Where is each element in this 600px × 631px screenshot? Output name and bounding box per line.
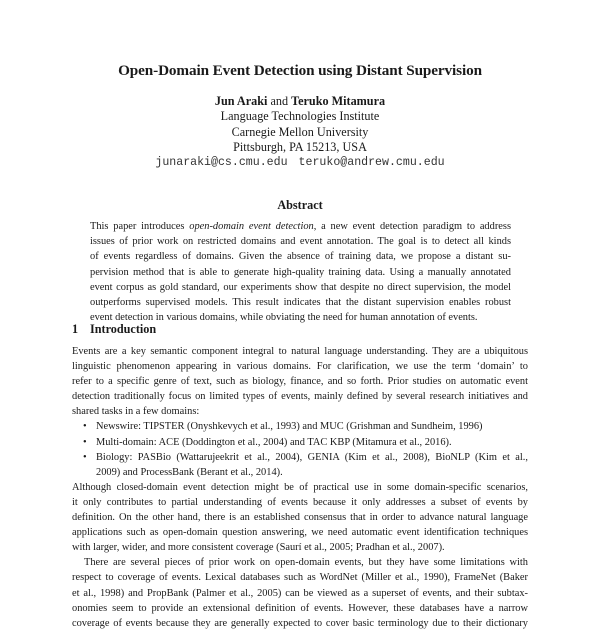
abstract-text: , a new event detection paradigm to address (313, 221, 511, 232)
bullet-item (72, 419, 528, 434)
paper-title: Open-Domain Event Detection using Distant Supervision (118, 62, 482, 79)
paragraph-2 (72, 480, 528, 555)
bullet-icon: • (83, 436, 87, 448)
bullet-list (72, 419, 528, 479)
section-number: 1 (72, 322, 79, 336)
abstract-text: This paper introduces (90, 221, 190, 232)
text-line: Multi-domain: ACE (Doddington et al., 2004) and TAC KBP (Mitamura et al., 2016). (96, 436, 452, 448)
abstract-line: outperforms supervised models. This result indicates that the distant supervision enables robust (90, 297, 511, 309)
bullet-icon: • (83, 451, 87, 463)
text-line: definition. On the other hand, there is an established consensus that in order to advance natural language (72, 512, 528, 524)
text-line: detection traditionally focus on limited types of events, mainly defined by several research initiatives and (72, 391, 528, 403)
affiliation-line: Carnegie Mellon University (231, 124, 369, 139)
section-heading (72, 322, 156, 337)
abstract-emphasis: open-domain event detection (189, 221, 314, 232)
text-line: Biology: PASBio (Wattarujeekrit et al., 2004), GENIA (Kim et al., 2008), BioNLP (Kim et al., (96, 451, 528, 463)
text-line: shared tasks in a few domains: (72, 406, 200, 418)
text-line: coverage of events because they are generally expected to cover basic terminology due to their dictionary (72, 617, 528, 629)
paragraph-1 (72, 344, 528, 419)
affiliation-line: Language Technologies Institute (220, 109, 380, 124)
text-line: respect to coverage of events. Lexical databases such as WordNet (Miller et al., 1990), FrameNet (Baker (72, 572, 528, 584)
bullet-item (72, 450, 528, 480)
email-1: junaraki@cs.cmu.edu (155, 156, 288, 170)
author-names (0, 94, 600, 109)
text-line: linguistic phenomenon appearing in various domains. For clarification, we use the term ‘domain’ to (72, 361, 528, 373)
email-2: teruko@andrew.cmu.edu (298, 156, 445, 170)
text-line: it only contributes to partial understanding of events because it only addresses a subset of events by (72, 496, 528, 508)
text-line: applications such as open-domain question answering, we need automatic event identification techniques (72, 527, 528, 539)
text-line: Events are a key semantic component integral to natural language understanding. They are a ubiquitous (72, 346, 528, 357)
text-line: et al., 1998) and PropBank (Palmer et al., 2005) can be viewed as a superset of events, and their subtax- (72, 587, 528, 599)
bullet-item (72, 435, 528, 450)
text-line: onomies seem to provide an extensional definition of events. However, these databases have a narrow (72, 602, 528, 614)
text-line: Although closed-domain event detection might be of practical use in some domain-specific scenarios, (72, 481, 528, 493)
abstract-heading: Abstract (277, 198, 323, 212)
bullet-icon: • (83, 421, 87, 433)
section-body (72, 344, 528, 631)
author-conjunction: and (270, 94, 289, 108)
author-block (0, 94, 600, 170)
text-line: There are several pieces of prior work on open-domain events, but they have some limitations with (84, 557, 528, 569)
abstract-line: issues of prior work on restricted domains and event annotation. The goal is to detect all kinds (90, 236, 511, 248)
abstract-line: of events regardless of domains. Given the absence of training data, we propose a distant su- (90, 251, 511, 263)
author-1: Jun Araki (214, 94, 268, 108)
abstract-body (90, 219, 511, 325)
text-line: 2009) and ProcessBank (Berant et al., 2014). (96, 466, 283, 478)
abstract-line (90, 219, 511, 234)
abstract-line: event corpus as gold standard, our experiments show that despite no direct supervision, the model (90, 281, 511, 293)
affiliation-line: Pittsburgh, PA 15213, USA (233, 139, 367, 154)
abstract-line: pervision method that is able to generate high-quality training data. Using a manually annotated (90, 266, 511, 278)
section-title: Introduction (90, 322, 157, 336)
author-2: Teruko Mitamura (291, 94, 386, 108)
abstract-line: event detection in various domains, while obviating the need for human annotation of events. (90, 312, 478, 324)
text-line: with larger, wider, and more consistent coverage (Saurí et al., 2005; Pradhan et al., 2007). (72, 542, 445, 554)
author-emails (0, 155, 600, 170)
text-line: refer to a specific genre of text, such as biology, finance, and so forth. Prior studies on automatic event (72, 376, 528, 388)
text-line: Newswire: TIPSTER (Onyshkevych et al., 1993) and MUC (Grishman and Sundheim, 1996) (96, 421, 483, 433)
paragraph-3 (72, 555, 528, 630)
